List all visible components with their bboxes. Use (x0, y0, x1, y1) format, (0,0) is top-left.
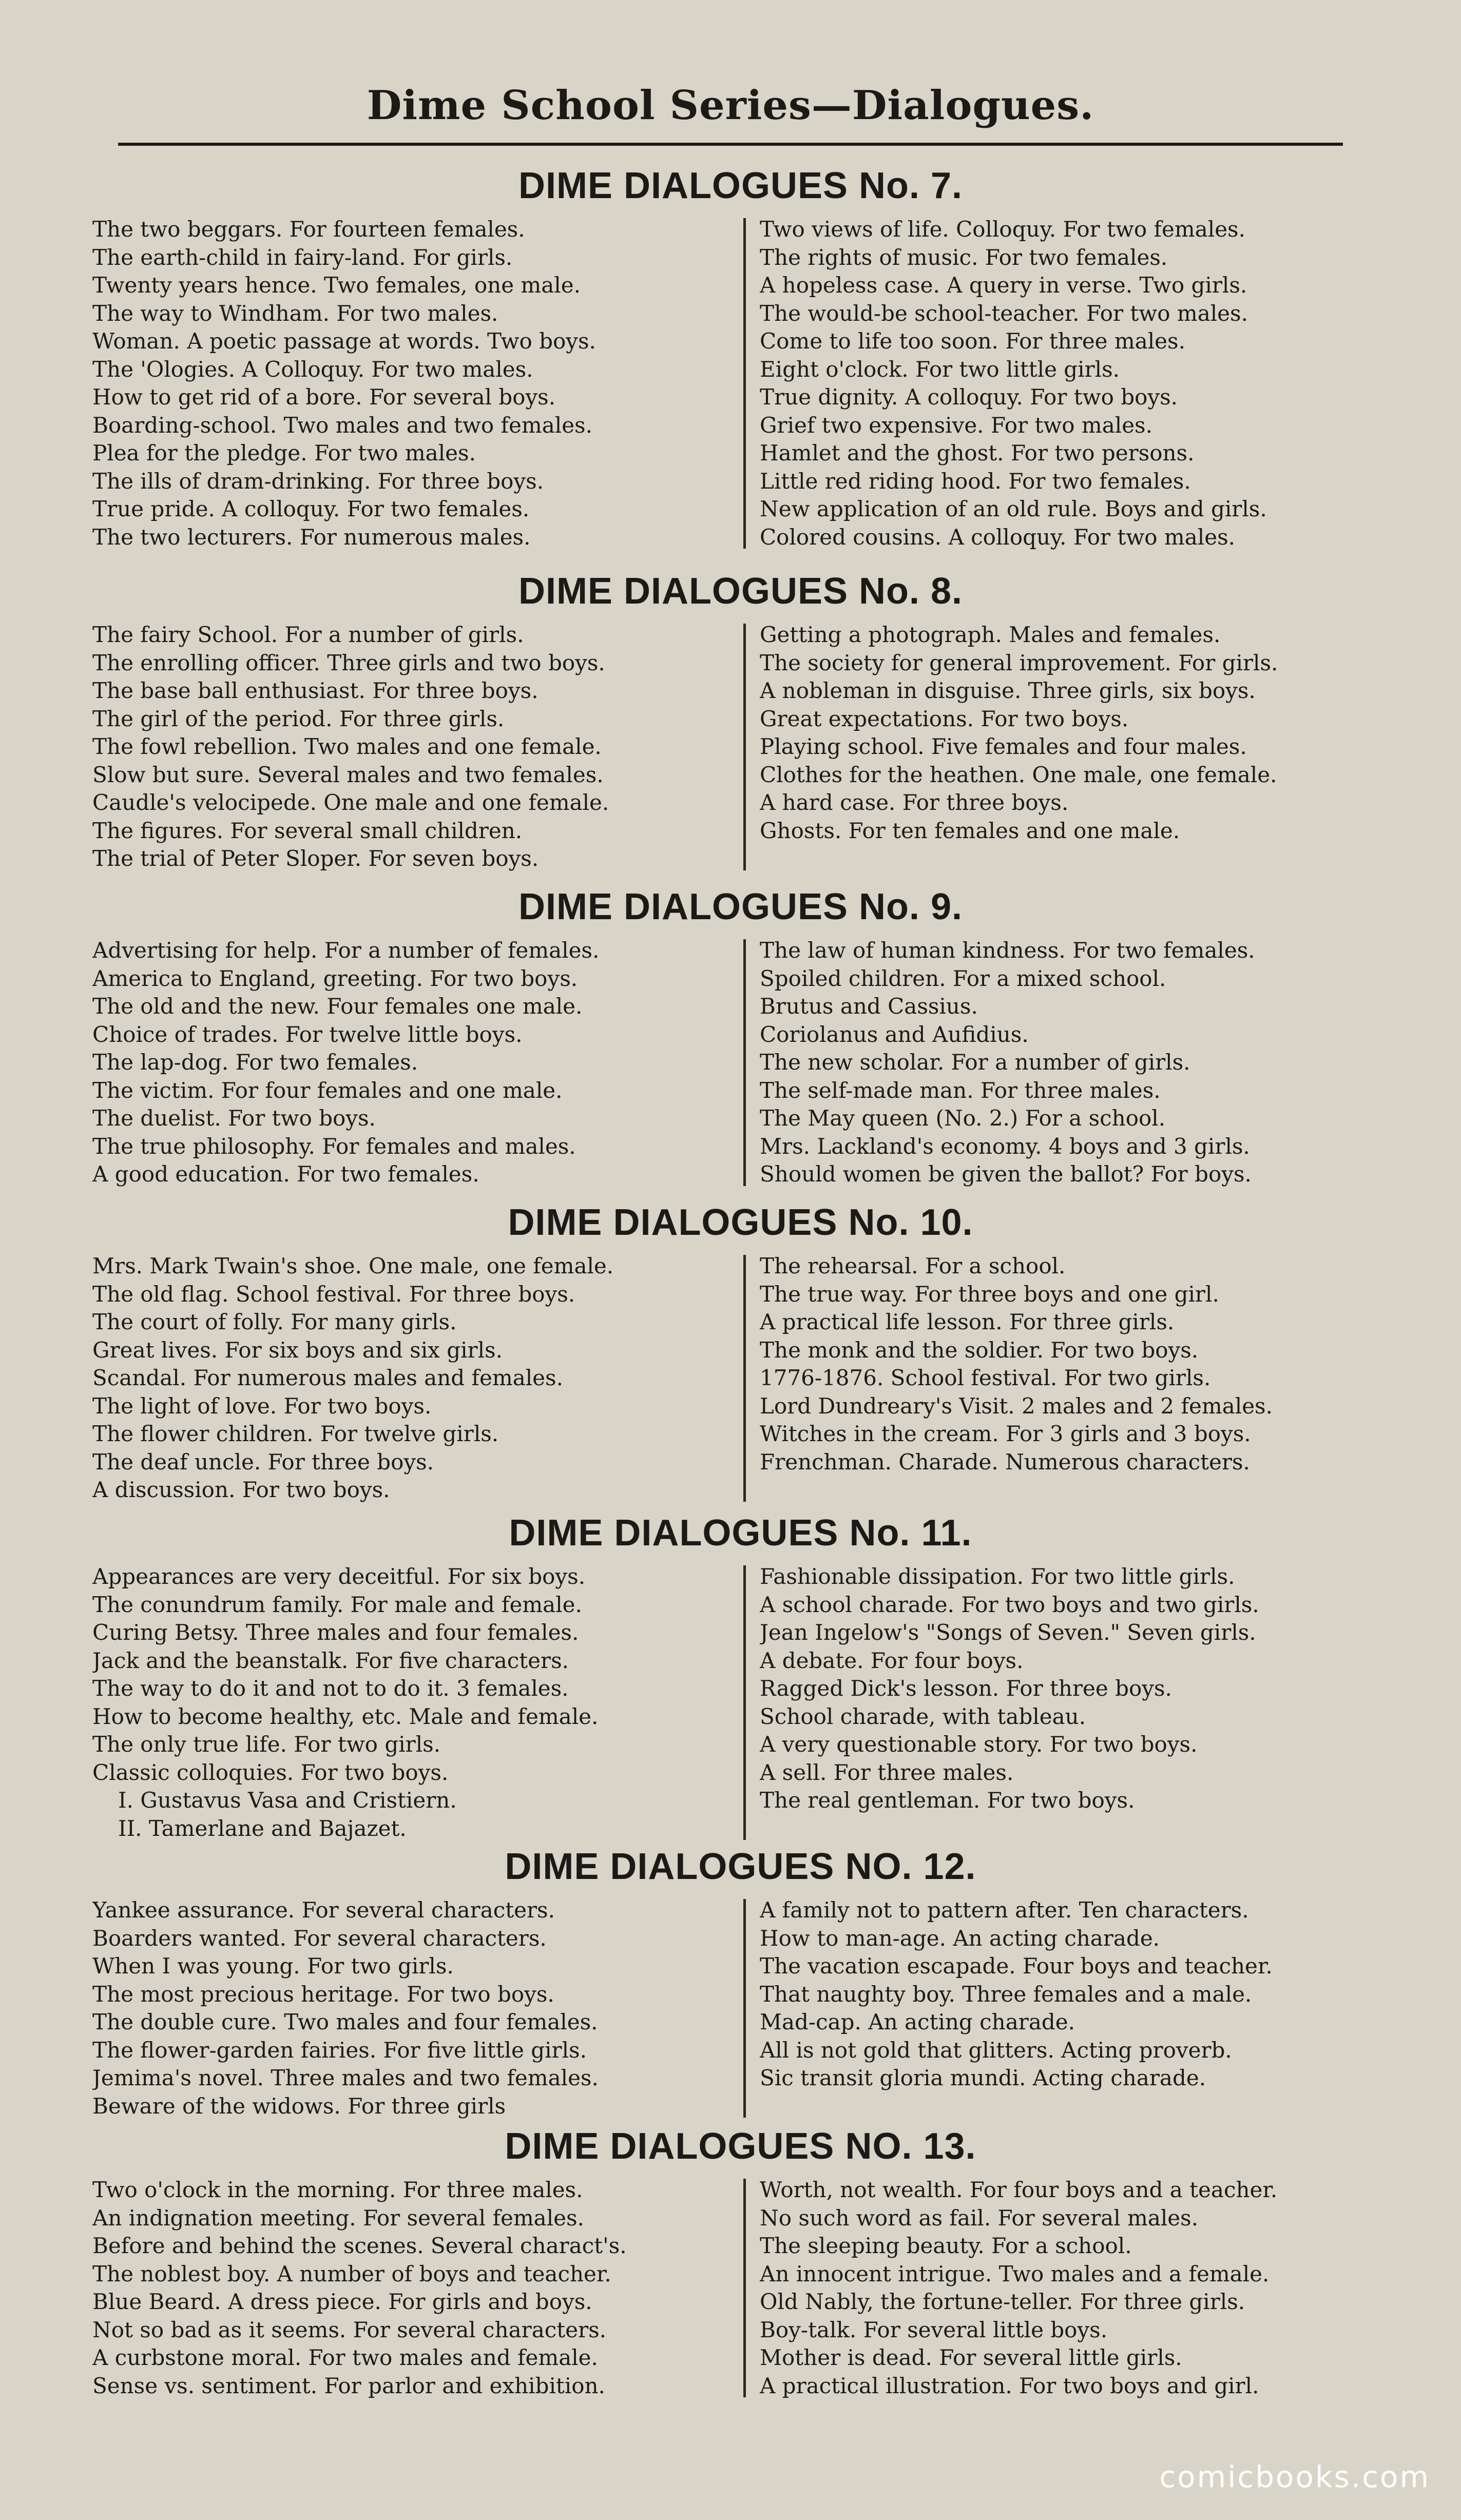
dialogue-entry: How to man-age. An acting charade. (760, 1925, 1160, 1951)
dialogues-section (92, 570, 1389, 878)
dialogue-entry: The vacation escapade. Four boys and teacher. (760, 1953, 1273, 1979)
dialogue-entry: A practical life lesson. For three girls. (760, 1309, 1175, 1334)
dialogue-entry: The real gentleman. For two boys. (760, 1788, 1135, 1813)
dialogue-entry: Fashionable dissipation. For two little girls. (760, 1564, 1235, 1589)
dialogue-entry: Sic transit gloria mundi. Acting charade. (760, 2065, 1206, 2090)
column-divider (743, 2179, 746, 2397)
dialogue-entry: Before and behind the scenes. Several charact's. (92, 2233, 627, 2258)
dialogue-entry: The sleeping beauty. For a school. (760, 2233, 1132, 2258)
dialogue-entry: Mrs. Lackland's economy. 4 boys and 3 girls. (760, 1133, 1250, 1159)
dialogue-entry: Ghosts. For ten females and one male. (760, 818, 1180, 843)
dialogue-entry: Great lives. For six boys and six girls. (92, 1337, 503, 1363)
dialogue-entry: Jemima's novel. Three males and two females. (92, 2065, 599, 2090)
column-left (92, 1896, 729, 2120)
dialogue-entry: The new scholar. For a number of girls. (760, 1050, 1190, 1075)
dialogue-entry: Old Nably, the fortune-teller. For three girls. (760, 2289, 1245, 2314)
dialogue-entry: Brutus and Cassius. (760, 994, 978, 1019)
dialogue-entry: Boarders wanted. For several characters. (92, 1925, 547, 1951)
section-title: DIME DIALOGUES No. 11. (509, 1513, 972, 1554)
dialogue-entry: The monk and the soldier. For two boys. (760, 1337, 1199, 1363)
dialogue-entry: The true philosophy. For females and males. (92, 1133, 576, 1159)
dialogue-entry: The girl of the period. For three girls. (92, 706, 505, 731)
dialogue-entry: The base ball enthusiast. For three boys. (92, 678, 539, 703)
section-title: DIME DIALOGUES NO. 12. (505, 1846, 976, 1887)
dialogue-entry: Witches in the cream. For 3 girls and 3 boys. (760, 1421, 1251, 1446)
dialogue-entry: Plea for the pledge. For two males. (92, 440, 476, 466)
dialogue-entry: Beware of the widows. For three girls (92, 2093, 506, 2119)
dialogue-entry: Woman. A poetic passage at words. Two boys. (92, 328, 596, 354)
dialogue-entry: The way to do it and not to do it. 3 females. (92, 1676, 569, 1701)
dialogue-entry: A practical illustration. For two boys and girl. (760, 2373, 1259, 2398)
column-left (92, 216, 729, 551)
dialogue-entry: Boarding-school. Two males and two females. (92, 412, 592, 438)
dialogue-entry: The would-be school-teacher. For two males. (760, 300, 1248, 326)
column-divider (743, 939, 746, 1186)
dialogue-entry: The deaf uncle. For three boys. (92, 1449, 434, 1475)
dialogue-entry: Playing school. Five females and four males. (760, 734, 1247, 759)
dialogue-entry: A school charade. For two boys and two girls. (760, 1592, 1259, 1617)
dialogue-entry: The two beggars. For fourteen females. (92, 217, 525, 242)
dialogue-entry: The self-made man. For three males. (760, 1077, 1161, 1103)
dialogue-entry: Sense vs. sentiment. For parlor and exhibition. (92, 2373, 605, 2398)
column-divider (743, 624, 746, 870)
dialogue-entry: New application of an old rule. Boys and girls. (760, 496, 1267, 521)
dialogue-entry: How to get rid of a bore. For several boys. (92, 384, 556, 410)
dialogue-entry: A nobleman in disguise. Three girls, six boys. (760, 678, 1256, 703)
column-right (760, 216, 1396, 551)
dialogue-entry: The duelist. For two boys. (92, 1106, 376, 1131)
dialogue-entry: Yankee assurance. For several characters. (92, 1897, 555, 1923)
dialogue-entry: The society for general improvement. For girls. (760, 650, 1278, 675)
dialogue-entry: The court of folly. For many girls. (92, 1309, 457, 1334)
column-right (760, 1896, 1396, 2092)
dialogue-entry: The double cure. Two males and four females. (92, 2009, 598, 2034)
dialogue-entry: Getting a photograph. Males and females. (760, 622, 1221, 647)
dialogue-entry: The lap-dog. For two females. (92, 1050, 418, 1075)
dialogue-entry: A debate. For four boys. (760, 1647, 1024, 1673)
dialogue-entry: The noblest boy. A number of boys and teacher. (92, 2261, 611, 2286)
dialogue-entry: Choice of trades. For twelve little boys. (92, 1021, 523, 1047)
dialogue-entry: Twenty years hence. Two females, one male. (92, 273, 581, 298)
dialogues-section (92, 2125, 1389, 2405)
dialogue-entry: School charade, with tableau. (760, 1703, 1086, 1729)
dialogue-entry: An innocent intrigue. Two males and a female. (760, 2261, 1270, 2286)
dialogue-entry: The conundrum family. For male and female. (92, 1592, 582, 1617)
dialogue-entry: The way to Windham. For two males. (92, 300, 498, 326)
dialogue-entry: The fowl rebellion. Two males and one female. (92, 734, 602, 759)
dialogue-entry: Slow but sure. Several males and two females. (92, 762, 604, 787)
dialogue-entry: Ragged Dick's lesson. For three boys. (760, 1676, 1172, 1701)
dialogue-entry: Mrs. Mark Twain's shoe. One male, one female. (92, 1253, 614, 1278)
dialogue-entry: Caudle's velocipede. One male and one female. (92, 790, 609, 815)
column-left (92, 2176, 729, 2400)
dialogue-entry: The most precious heritage. For two boys. (92, 1981, 554, 2007)
dialogue-entry: Clothes for the heathen. One male, one female. (760, 762, 1277, 787)
dialogue-entry: Colored cousins. A colloquy. For two males. (760, 524, 1235, 550)
dialogue-entry: A curbstone moral. For two males and female. (92, 2345, 598, 2370)
dialogue-entry: The flower-garden fairies. For five little girls. (92, 2037, 587, 2063)
dialogue-entry: I. Gustavus Vasa and Cristiern. (118, 1788, 457, 1813)
dialogue-entry: True pride. A colloquy. For two females. (92, 496, 530, 521)
dialogue-entry: That naughty boy. Three females and a male. (760, 1981, 1252, 2007)
dialogue-entry: Two o'clock in the morning. For three males. (92, 2177, 583, 2202)
dialogue-entry: Mother is dead. For several little girls. (760, 2345, 1182, 2370)
column-left (92, 621, 729, 873)
dialogue-entry: A family not to pattern after. Ten characters. (760, 1897, 1249, 1923)
dialogue-entry: The fairy School. For a number of girls. (92, 622, 524, 647)
dialogue-entry: The old and the new. Four females one male. (92, 994, 583, 1019)
dialogue-entry: The figures. For several small children. (92, 818, 523, 843)
dialogue-entry: Little red riding hood. For two females. (760, 468, 1191, 494)
dialogue-entry: The law of human kindness. For two females. (760, 938, 1255, 963)
dialogue-entry: Boy-talk. For several little boys. (760, 2317, 1108, 2342)
section-title: DIME DIALOGUES No. 7. (518, 165, 963, 206)
column-left (92, 937, 729, 1189)
dialogue-entry: How to become healthy, etc. Male and female. (92, 1703, 599, 1729)
section-title: DIME DIALOGUES No. 10. (508, 1202, 973, 1243)
dialogue-entry: The light of love. For two boys. (92, 1393, 432, 1419)
column-right (760, 1252, 1396, 1476)
dialogue-entry: The ills of dram-drinking. For three boys. (92, 468, 544, 494)
section-title: DIME DIALOGUES No. 9. (518, 886, 963, 927)
dialogue-entry: America to England, greeting. For two boys. (92, 965, 578, 991)
dialogue-entry: The only true life. For two girls. (92, 1732, 441, 1757)
dialogue-entry: A discussion. For two boys. (92, 1477, 390, 1502)
dialogue-entry: The two lecturers. For numerous males. (92, 524, 531, 550)
section-title: DIME DIALOGUES No. 8. (518, 571, 963, 612)
dialogue-entry: The rights of music. For two females. (760, 244, 1168, 270)
dialogue-entry: Come to life too soon. For three males. (760, 328, 1185, 354)
dialogue-entry: Spoiled children. For a mixed school. (760, 965, 1166, 991)
dialogue-entry: Frenchman. Charade. Numerous characters. (760, 1449, 1250, 1475)
dialogue-entry: Mad-cap. An acting charade. (760, 2009, 1075, 2034)
dialogues-section (92, 1201, 1389, 1509)
dialogue-entry: Grief two expensive. For two males. (760, 412, 1152, 438)
dialogue-entry: The May queen (No. 2.) For a school. (760, 1106, 1166, 1131)
column-right (760, 1563, 1396, 1815)
column-divider (743, 1565, 746, 1840)
dialogue-entry: Curing Betsy. Three males and four females. (92, 1620, 579, 1645)
dialogue-entry: A sell. For three males. (760, 1759, 1014, 1785)
dialogue-entry: The enrolling officer. Three girls and two boys. (92, 650, 605, 675)
dialogue-entry: Scandal. For numerous males and females. (92, 1365, 563, 1390)
dialogue-entry: A hopeless case. A query in verse. Two girls. (760, 273, 1247, 298)
dialogue-entry: The rehearsal. For a school. (760, 1253, 1066, 1278)
dialogue-entry: Worth, not wealth. For four boys and a teacher. (760, 2177, 1278, 2202)
column-divider (743, 218, 746, 549)
dialogue-entry: A hard case. For three boys. (760, 790, 1069, 815)
dialogue-entry: The earth-child in fairy-land. For girls. (92, 244, 513, 270)
dialogue-entry: Lord Dundreary's Visit. 2 males and 2 females. (760, 1393, 1273, 1419)
dialogue-entry: Classic colloquies. For two boys. (92, 1759, 449, 1785)
dialogue-entry: A good education. For two females. (92, 1161, 479, 1187)
dialogues-section (92, 1845, 1389, 2125)
dialogue-entry: 1776-1876. School festival. For two girls. (760, 1365, 1211, 1390)
site-watermark: comicbooks.com (1159, 2459, 1430, 2494)
dialogues-section (92, 885, 1389, 1194)
dialogue-entry: An indignation meeting. For several females. (92, 2205, 584, 2231)
dialogues-section (92, 1511, 1389, 1848)
dialogue-entry: No such word as fail. For several males. (760, 2205, 1199, 2231)
dialogue-entry: The flower children. For twelve girls. (92, 1421, 499, 1446)
column-left (92, 1563, 729, 1843)
dialogue-entry: The old flag. School festival. For three boys. (92, 1281, 575, 1307)
dialogue-entry: The 'Ologies. A Colloquy. For two males. (92, 356, 533, 382)
dialogue-entry: The trial of Peter Sloper. For seven boys. (92, 846, 539, 871)
dialogue-entry: When I was young. For two girls. (92, 1953, 454, 1979)
dialogue-entry: All is not gold that glitters. Acting proverb. (760, 2037, 1232, 2063)
column-right (760, 937, 1396, 1189)
dialogue-entry: Eight o'clock. For two little girls. (760, 356, 1120, 382)
head-rule (118, 143, 1343, 146)
column-right (760, 621, 1396, 845)
column-divider (743, 1899, 746, 2118)
dialogue-entry: Jean Ingelow's "Songs of Seven." Seven girls. (760, 1620, 1256, 1645)
dialogue-entry: Blue Beard. A dress piece. For girls and boys. (92, 2289, 592, 2314)
dialogue-entry: Coriolanus and Aufidius. (760, 1021, 1029, 1047)
dialogue-entry: II. Tamerlane and Bajazet. (118, 1815, 407, 1841)
dialogue-entry: Jack and the beanstalk. For five characters. (92, 1647, 569, 1673)
column-divider (743, 1255, 746, 1502)
dialogue-entry: Hamlet and the ghost. For two persons. (760, 440, 1195, 466)
dialogue-entry: The true way. For three boys and one girl. (760, 1281, 1219, 1307)
dialogue-entry: Great expectations. For two boys. (760, 706, 1129, 731)
section-title: DIME DIALOGUES NO. 13. (505, 2126, 976, 2167)
dialogue-entry: Advertising for help. For a number of females. (92, 938, 600, 963)
dialogue-entry: Two views of life. Colloquy. For two females. (760, 217, 1245, 242)
dialogue-entry: True dignity. A colloquy. For two boys. (760, 384, 1178, 410)
column-right (760, 2176, 1396, 2400)
dialogue-entry: Not so bad as it seems. For several characters. (92, 2317, 606, 2342)
running-head: Dime School Series—Dialogues. (367, 82, 1094, 129)
dialogue-entry: The victim. For four females and one male. (92, 1077, 563, 1103)
column-left (92, 1252, 729, 1504)
dialogue-entry: A very questionable story. For two boys. (760, 1732, 1198, 1757)
dialogues-section (92, 164, 1389, 556)
dialogue-entry: Should women be given the ballot? For boys. (760, 1161, 1252, 1187)
dialogue-entry: Appearances are very deceitful. For six boys. (92, 1564, 586, 1589)
